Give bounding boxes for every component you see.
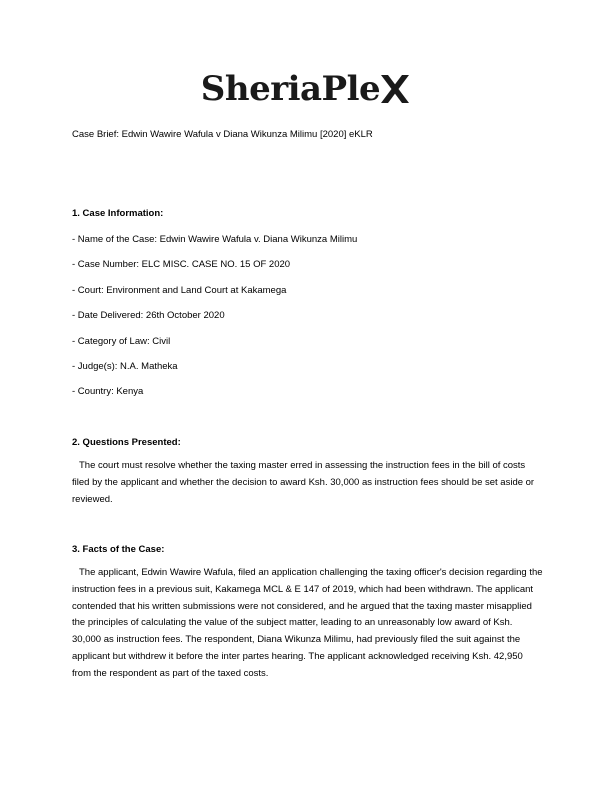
list-item: - Country: Kenya (72, 386, 144, 398)
sheriaplex-logo (0, 69, 612, 109)
logo-wordmark: SheriaPle (200, 69, 381, 109)
questions-presented-paragraph: The court must resolve whether the taxing master erred in assessing the instruction fees in the bill of costs filed by the applicant and whether the decision to award Ksh. 30,000 as instruction fees should be set aside or reviewed. (72, 460, 535, 505)
section-heading-facts: 3. Facts of the Case: (72, 544, 165, 555)
section-heading-questions-presented: 2. Questions Presented: (72, 437, 181, 448)
list-item: - Name of the Case: Edwin Wawire Wafula v. Diana Wikunza Milimu (72, 234, 358, 245)
case-brief-title: Case Brief: Edwin Wawire Wafula v Diana Wikunza Milimu [2020] eKLR (72, 129, 373, 140)
section-heading-case-information: 1. Case Information: (72, 208, 164, 219)
list-item: - Court: Environment and Land Court at Kakamega (72, 284, 287, 296)
case-information-list (72, 234, 357, 412)
facts-paragraph: The applicant, Edwin Wawire Wafula, filed an application challenging the taxing officer's decision regarding the instruction fees in a previous suit, Kakamega MCL & E 147 of 2019, which had been withdrawn. The applicant contended that his written submissions were not considered, and he argued that the taxing master misapplied the principles of calculating the value of the subject matter, leading to an unreasonably low award of Ksh. 30,000 as instruction fees. The respondent, Diana Wikunza Milimu, had previously filed the suit against the applicant but withdrew it before the inter partes hearing. The applicant acknowledged receiving Ksh. 42,950 from the respondent as part of the taxed costs. (72, 567, 543, 679)
list-item: - Date Delivered: 26th October 2020 (72, 310, 225, 322)
list-item: - Category of Law: Civil (72, 335, 171, 347)
logo-x-mark (379, 72, 411, 106)
list-item: - Judge(s): N.A. Matheka (72, 360, 178, 372)
list-item: - Case Number: ELC MISC. CASE NO. 15 OF 2020 (72, 259, 291, 271)
